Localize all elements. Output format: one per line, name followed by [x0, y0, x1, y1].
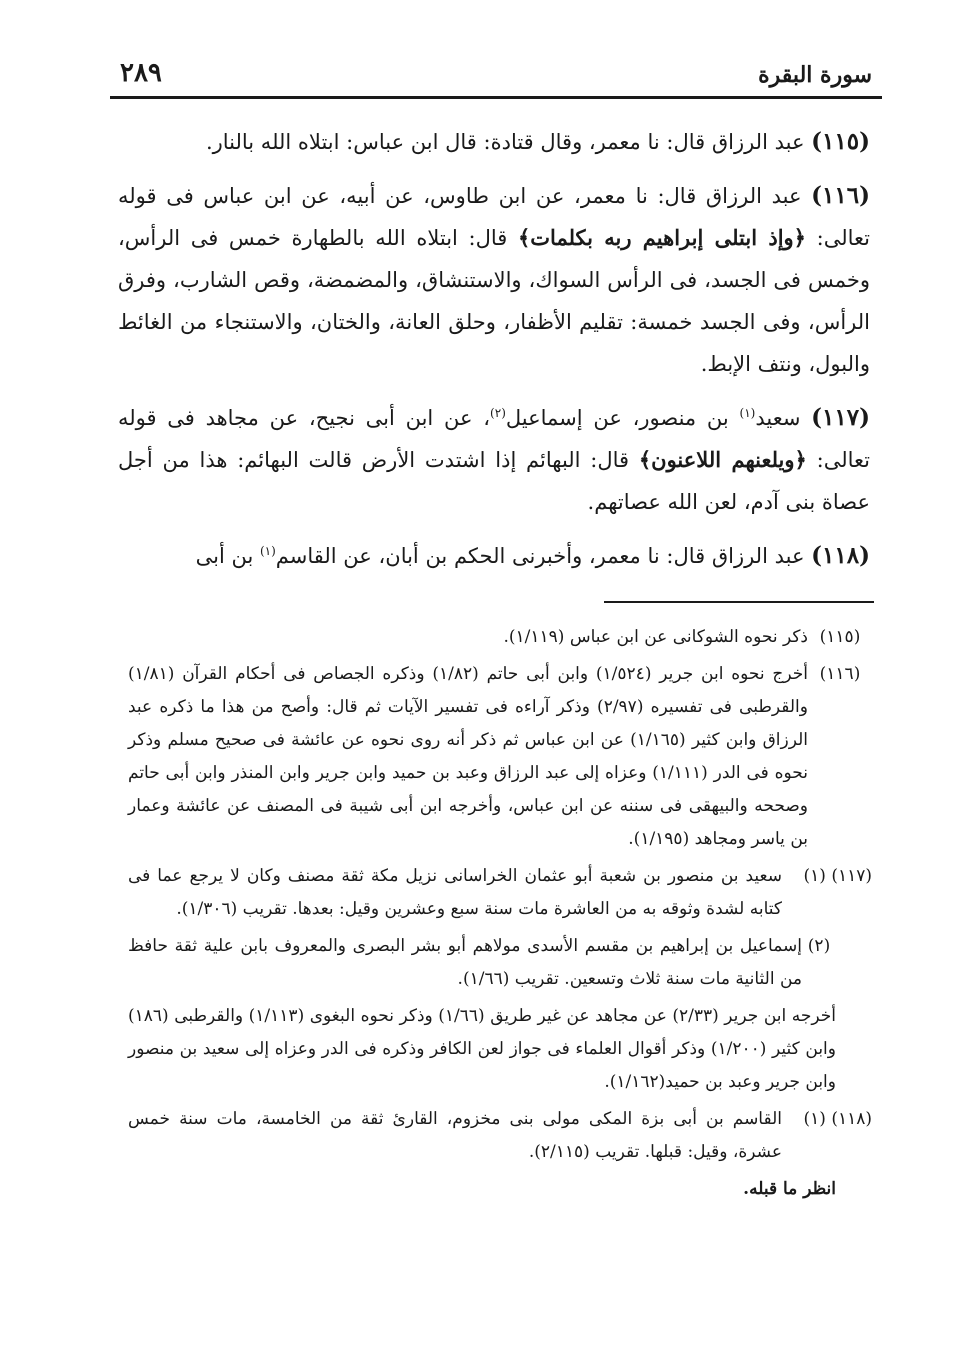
- footnote-118-1: [128, 1103, 872, 1169]
- footnote-117-reference: أخرجه ابن جرير (٢/٣٣) عن مجاهد عن غير طريق (١/٦٦) وذكر نحوه البغوى (١/١١٣) والقرطبى (١٨٦) وابن كثير (١/٢٠٠) وذكر أقوال العلماء فى جواز لعن الكافر وذكره فى الدر وعزاه إلى سعيد بن منصور وابن جرير وعبد بن حميد(١/١٦٢).: [128, 1006, 836, 1092]
- footnote-text: ذكر نحوه الشوكانى عن ابن عباس (١/١١٩).: [503, 627, 808, 647]
- footnote-117-1: [128, 860, 872, 926]
- entry-text: عبد الرزاق قال: نا معمر، وقال قتادة: قال ابن عباس: ابتلاه الله بالنار.: [205, 130, 812, 154]
- entry-text: عبد الرزاق قال: نا معمر، عن ابن طاوس، عن أبيه، عن ابن عباس فى قوله تعالى:: [118, 184, 870, 250]
- footnote-divider: [604, 601, 874, 603]
- footnote-id: (١١٦): [819, 664, 861, 684]
- entry-text: سعيد: [755, 406, 812, 430]
- entry-text: عبد الرزاق قال: نا معمر، وأخبرنى الحكم بن أبان، عن القاسم: [275, 544, 812, 568]
- footnote-ref[interactable]: (٢): [490, 406, 506, 420]
- quran-quote: ﴿وإذ ابتلى إبراهيم ربه بكلمات﴾: [517, 225, 806, 250]
- entry-number: (١١٨): [811, 542, 870, 569]
- entry-number: (١١٧): [811, 404, 870, 431]
- footnote-118-reference: انظر ما قبله.: [743, 1179, 836, 1199]
- footnotes: [110, 621, 882, 1206]
- footnote-text: أخرج نحوه ابن جرير (١/٥٢٤) وابن أبى حاتم (١/٨٢) وذكره الجصاص فى أحكام القرآن (١/٨١) والقرطبى فى تفسيره (٢/٩٧) وذكر آراءه فى تفسير الآيات ثم قال: وأصح من هذا ما ذكره عبد الرزاق وابن كثير (١/١٦٥) عن ابن عباس ثم ذكر أنه روى نحوه عن عائشة فى صحيح مسلم وذكر نحوه فى الدر (١/١١١) وعزاه إلى عبد الرزاق وعبد بن حميد وابن جرير وابن المنذر وابن أبى حاتم وصححه والبيهقى فى سننه عن ابن عباس، وأخرجه ابن أبى شيبة فى المصنف عن عائشة وعمار بن ياسر ومجاهد (١/١٩٥).: [128, 664, 808, 849]
- footnote-id: (١١٧) (١): [803, 866, 872, 886]
- entry-text: قال: ابتلاه الله بالطهارة خمس فى الرأس، وخمس فى الجسد، فى الرأس السواك، والاستنشاق، والمضمضة، وقص الشارب، وفرق الرأس، وفى الجسد خمسة: تقليم الأظفار، وحلق العانة، والختان، والاستنجاء من الغائط والبول، ونتف الإبط.: [118, 226, 870, 376]
- footnote-text: سعيد بن منصور بن شعبة أبو عثمان الخراسانى نزيل مكة ثقة مصنف وكان لا يرجع عما فى كتابه لشدة وثوقه به من العاشرة مات سنة سبع وعشرين وقيل: بعدها. تقريب (١/٣٠٦).: [128, 866, 782, 919]
- footnote-text: القاسم بن أبى بزة المكى مولى بنى مخزوم، القارئ ثقة من الخامسة، مات سنة خمس عشرة، وقيل: قبلها. تقريب (٢/١١٥).: [128, 1109, 782, 1162]
- surah-title: سورة البقرة: [758, 62, 872, 88]
- footnote-text: إسماعيل بن إبراهيم بن مقسم الأسدى مولاهم أبو بشر البصرى والمعروف بابن علية ثقة حافظ من الثانية مات سنة ثلاث وتسعين. تقريب (١/٦٦).: [128, 936, 802, 989]
- book-page: [110, 56, 882, 1346]
- footnote-id: (٢): [807, 936, 831, 956]
- footnote-115: [128, 621, 872, 654]
- footnote-116: [128, 658, 872, 856]
- page-number: ٢٨٩: [120, 58, 162, 88]
- entry-text: قال: البهائم إذا اشتدت الأرض قالت البهائم: هذا من أجل عصاة بنى آدم، لعن الله عصاتهم.: [118, 448, 870, 514]
- footnote-ref[interactable]: (١): [739, 406, 756, 420]
- entry-number: (١١٦): [811, 182, 870, 209]
- entry-text: بن أبى: [195, 544, 260, 568]
- entry-number: (١١٥): [811, 128, 870, 155]
- footnote-117-2: [128, 930, 872, 996]
- entry-115: [118, 121, 870, 163]
- entry-text: بن منصور، عن إسماعيل: [505, 406, 740, 430]
- footnote-ref[interactable]: (١): [259, 544, 276, 558]
- entry-118: [118, 535, 870, 577]
- entry-117: [118, 397, 870, 523]
- page-header: [110, 56, 882, 99]
- quran-quote: ﴿ويلعنهم اللاعنون﴾: [638, 447, 807, 472]
- footnote-id: (١١٥): [819, 627, 861, 647]
- footnote-id: (١١٨) (١): [803, 1109, 872, 1129]
- entry-116: [118, 175, 870, 385]
- main-text: [110, 121, 882, 577]
- entry-text: ، عن ابن أبى نجيح، عن مجاهد فى قوله تعالى:: [118, 406, 870, 472]
